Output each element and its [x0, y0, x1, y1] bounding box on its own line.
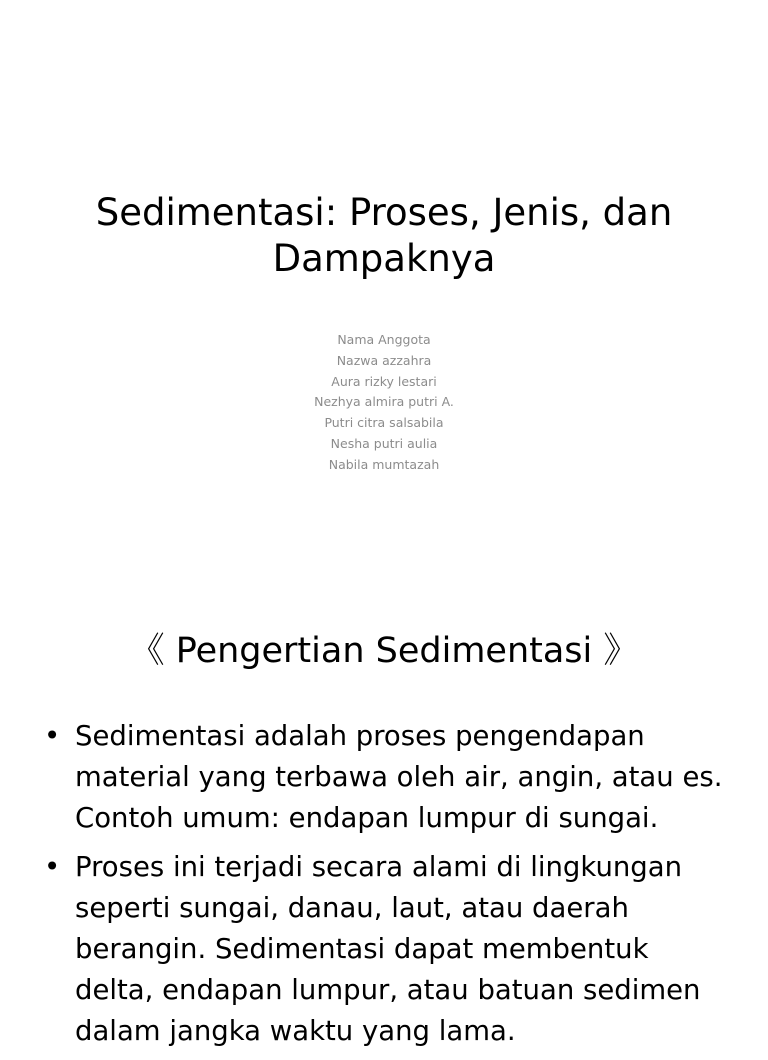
member-name: Nazwa azzahra	[336, 352, 432, 368]
bullet-text: Proses ini terjadi secara alami di lingkungan seperti sungai, danau, laut, atau daerah berangin. Sedimentasi dapat membentuk delta, endapan lumpur, atau batuan sedimen dalam jangka waktu yang lama.	[75, 851, 701, 1047]
member-list	[0, 330, 768, 476]
member-name: Putri citra salsabila	[324, 415, 444, 431]
bullet-item	[0, 847, 768, 1052]
member-name: Nabila mumtazah	[328, 456, 440, 472]
slide-title: Sedimentasi: Proses, Jenis, dan Dampaknya	[95, 191, 673, 280]
bullet-text: Sedimentasi adalah proses pengendapan material yang terbawa oleh air, angin, atau es. Contoh umum: endapan lumpur di sungai.	[75, 720, 723, 834]
member-name: Nezhya almira putri A.	[314, 394, 454, 410]
member-name: Aura rizky lestari	[331, 373, 437, 389]
bullet-icon: •	[44, 851, 61, 883]
member-name: Nesha putri aulia	[330, 435, 438, 451]
bullet-list	[0, 716, 768, 1060]
bullet-item	[0, 716, 768, 839]
member-list-header: Nama Anggota	[337, 332, 431, 347]
content-slide	[0, 576, 768, 1047]
bullet-icon: •	[44, 720, 61, 752]
slide-heading: 《 Pengertian Sedimentasi 》	[129, 631, 639, 671]
